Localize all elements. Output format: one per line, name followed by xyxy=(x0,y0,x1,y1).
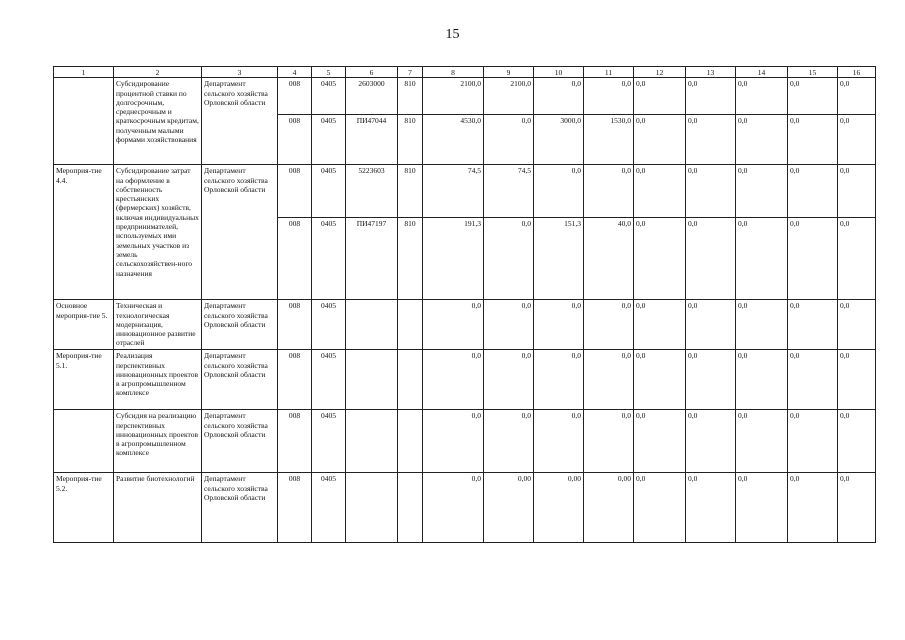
value-cell: 0,0 xyxy=(838,473,876,543)
column-header: 11 xyxy=(584,67,634,78)
department-cell: Департамент сельского хозяйства Орловской области xyxy=(202,165,278,300)
value-cell: 0,0 xyxy=(736,218,788,300)
section-code-cell: 0405 xyxy=(312,300,346,350)
target-article-cell xyxy=(346,410,398,473)
value-cell: 0,0 xyxy=(634,165,686,218)
value-cell: 2100,0 xyxy=(423,78,484,115)
activity-cell: Основное мероприя-тие 5. xyxy=(54,300,114,350)
column-header: 7 xyxy=(398,67,423,78)
gr-code-cell: 008 xyxy=(278,78,312,115)
value-cell: 0,0 xyxy=(686,300,736,350)
department-cell: Департамент сельского хозяйства Орловской области xyxy=(202,78,278,165)
target-article-cell xyxy=(346,350,398,410)
target-article-cell: ПИ47197 xyxy=(346,218,398,300)
value-cell: 0,0 xyxy=(584,78,634,115)
value-cell: 0,0 xyxy=(838,300,876,350)
table-row xyxy=(54,410,876,473)
expense-type-cell: 810 xyxy=(398,218,423,300)
expense-type-cell xyxy=(398,473,423,543)
value-cell: 151,3 xyxy=(534,218,584,300)
value-cell: 0,0 xyxy=(484,300,534,350)
department-cell: Департамент сельского хозяйства Орловской области xyxy=(202,410,278,473)
page-number: 15 xyxy=(445,27,460,42)
value-cell: 74,5 xyxy=(484,165,534,218)
value-cell: 0,0 xyxy=(686,350,736,410)
value-cell: 0,0 xyxy=(634,115,686,165)
activity-name-cell: Субсидирование процентной ставки по долгосрочным, среднесрочным и краткосрочным кредитам, полученным малыми формами хозяйствования xyxy=(114,78,202,165)
column-header: 3 xyxy=(202,67,278,78)
value-cell: 0,0 xyxy=(788,218,838,300)
value-cell: 0,0 xyxy=(534,78,584,115)
value-cell: 0,0 xyxy=(788,350,838,410)
target-article-cell xyxy=(346,300,398,350)
activity-name-cell: Развитие биотехнологий xyxy=(114,473,202,543)
value-cell: 0,0 xyxy=(686,410,736,473)
table-row xyxy=(54,165,876,218)
expense-type-cell: 810 xyxy=(398,165,423,218)
value-cell: 0,0 xyxy=(788,473,838,543)
target-article-cell: ПИ47044 xyxy=(346,115,398,165)
section-code-cell: 0405 xyxy=(312,410,346,473)
section-code-cell: 0405 xyxy=(312,350,346,410)
value-cell: 0,0 xyxy=(736,350,788,410)
column-header: 9 xyxy=(484,67,534,78)
value-cell: 0,00 xyxy=(484,473,534,543)
value-cell: 0,0 xyxy=(736,165,788,218)
value-cell: 0,0 xyxy=(423,350,484,410)
value-cell: 0,0 xyxy=(584,165,634,218)
value-cell: 0,0 xyxy=(634,410,686,473)
value-cell: 0,0 xyxy=(423,300,484,350)
value-cell: 0,0 xyxy=(534,350,584,410)
value-cell: 0,0 xyxy=(788,410,838,473)
value-cell: 0,0 xyxy=(736,410,788,473)
value-cell: 0,0 xyxy=(484,115,534,165)
activity-cell xyxy=(54,78,114,165)
value-cell: 0,0 xyxy=(534,410,584,473)
value-cell: 0,0 xyxy=(736,78,788,115)
value-cell: 0,0 xyxy=(838,115,876,165)
value-cell: 1530,0 xyxy=(584,115,634,165)
target-article-cell: 5223603 xyxy=(346,165,398,218)
column-header: 4 xyxy=(278,67,312,78)
value-cell: 0,0 xyxy=(686,165,736,218)
value-cell: 0,0 xyxy=(423,473,484,543)
activity-cell: Мероприя-тие 5.1. xyxy=(54,350,114,410)
value-cell: 0,0 xyxy=(634,218,686,300)
gr-code-cell: 008 xyxy=(278,410,312,473)
value-cell: 0,0 xyxy=(686,78,736,115)
value-cell: 0,0 xyxy=(634,350,686,410)
value-cell: 0,0 xyxy=(686,473,736,543)
activity-cell: Мероприя-тие 5.2. xyxy=(54,473,114,543)
value-cell: 0,0 xyxy=(584,300,634,350)
value-cell: 40,0 xyxy=(584,218,634,300)
gr-code-cell: 008 xyxy=(278,218,312,300)
value-cell: 0,0 xyxy=(788,115,838,165)
value-cell: 0,0 xyxy=(686,115,736,165)
value-cell: 0,0 xyxy=(788,165,838,218)
column-number-row xyxy=(54,67,876,78)
value-cell: 0,0 xyxy=(736,300,788,350)
expense-type-cell: 810 xyxy=(398,115,423,165)
activity-name-cell: Техническая и технологическая модернизация, инновационное развитие отраслей xyxy=(114,300,202,350)
value-cell: 0,0 xyxy=(736,473,788,543)
value-cell: 0,0 xyxy=(584,410,634,473)
value-cell: 0,0 xyxy=(788,300,838,350)
value-cell: 0,0 xyxy=(634,473,686,543)
value-cell: 0,0 xyxy=(736,115,788,165)
value-cell: 2100,0 xyxy=(484,78,534,115)
value-cell: 0,0 xyxy=(686,218,736,300)
column-header: 5 xyxy=(312,67,346,78)
department-cell: Департамент сельского хозяйства Орловской области xyxy=(202,300,278,350)
target-article-cell: 2603000 xyxy=(346,78,398,115)
gr-code-cell: 008 xyxy=(278,473,312,543)
value-cell: 0,0 xyxy=(838,78,876,115)
column-header: 13 xyxy=(686,67,736,78)
value-cell: 0,0 xyxy=(534,300,584,350)
value-cell: 0,0 xyxy=(838,350,876,410)
table-row xyxy=(54,473,876,543)
value-cell: 0,00 xyxy=(534,473,584,543)
column-header: 14 xyxy=(736,67,788,78)
gr-code-cell: 008 xyxy=(278,300,312,350)
section-code-cell: 0405 xyxy=(312,473,346,543)
value-cell: 74,5 xyxy=(423,165,484,218)
activity-name-cell: Субсидирование затрат на оформление в собственность крестьянских (фермерских) хозяйств, включая индивидуальных предпринимателей, используемых ими земельных участков из земель сельскохозяйствен-ного назначения xyxy=(114,165,202,300)
budget-table xyxy=(53,66,876,543)
value-cell: 0,0 xyxy=(423,410,484,473)
expense-type-cell xyxy=(398,300,423,350)
value-cell: 0,0 xyxy=(634,300,686,350)
department-cell: Департамент сельского хозяйства Орловской области xyxy=(202,350,278,410)
value-cell: 0,0 xyxy=(484,410,534,473)
section-code-cell: 0405 xyxy=(312,218,346,300)
gr-code-cell: 008 xyxy=(278,115,312,165)
target-article-cell xyxy=(346,473,398,543)
activity-name-cell: Реализация перспективных инновационных проектов в агропромышленном комплексе xyxy=(114,350,202,410)
expense-type-cell xyxy=(398,350,423,410)
activity-cell xyxy=(54,410,114,473)
expense-type-cell: 810 xyxy=(398,78,423,115)
value-cell: 3000,0 xyxy=(534,115,584,165)
activity-name-cell: Субсидия на реализацию перспективных инновационных проектов в агропромышленном комплексе xyxy=(114,410,202,473)
column-header: 16 xyxy=(838,67,876,78)
expense-type-cell xyxy=(398,410,423,473)
value-cell: 0,0 xyxy=(584,350,634,410)
section-code-cell: 0405 xyxy=(312,115,346,165)
gr-code-cell: 008 xyxy=(278,350,312,410)
column-header: 15 xyxy=(788,67,838,78)
value-cell: 0,0 xyxy=(484,350,534,410)
department-cell: Департамент сельского хозяйства Орловской области xyxy=(202,473,278,543)
value-cell: 4530,0 xyxy=(423,115,484,165)
column-header: 6 xyxy=(346,67,398,78)
column-header: 12 xyxy=(634,67,686,78)
value-cell: 0,00 xyxy=(584,473,634,543)
column-header: 1 xyxy=(54,67,114,78)
section-code-cell: 0405 xyxy=(312,78,346,115)
value-cell: 191,3 xyxy=(423,218,484,300)
table-row xyxy=(54,78,876,115)
table-row xyxy=(54,350,876,410)
value-cell: 0,0 xyxy=(838,410,876,473)
activity-cell: Мероприя-тие 4.4. xyxy=(54,165,114,300)
column-header: 2 xyxy=(114,67,202,78)
section-code-cell: 0405 xyxy=(312,165,346,218)
value-cell: 0,0 xyxy=(484,218,534,300)
column-header: 10 xyxy=(534,67,584,78)
value-cell: 0,0 xyxy=(634,78,686,115)
value-cell: 0,0 xyxy=(788,78,838,115)
value-cell: 0,0 xyxy=(838,218,876,300)
table-row xyxy=(54,300,876,350)
value-cell: 0,0 xyxy=(534,165,584,218)
value-cell: 0,0 xyxy=(838,165,876,218)
gr-code-cell: 008 xyxy=(278,165,312,218)
column-header: 8 xyxy=(423,67,484,78)
